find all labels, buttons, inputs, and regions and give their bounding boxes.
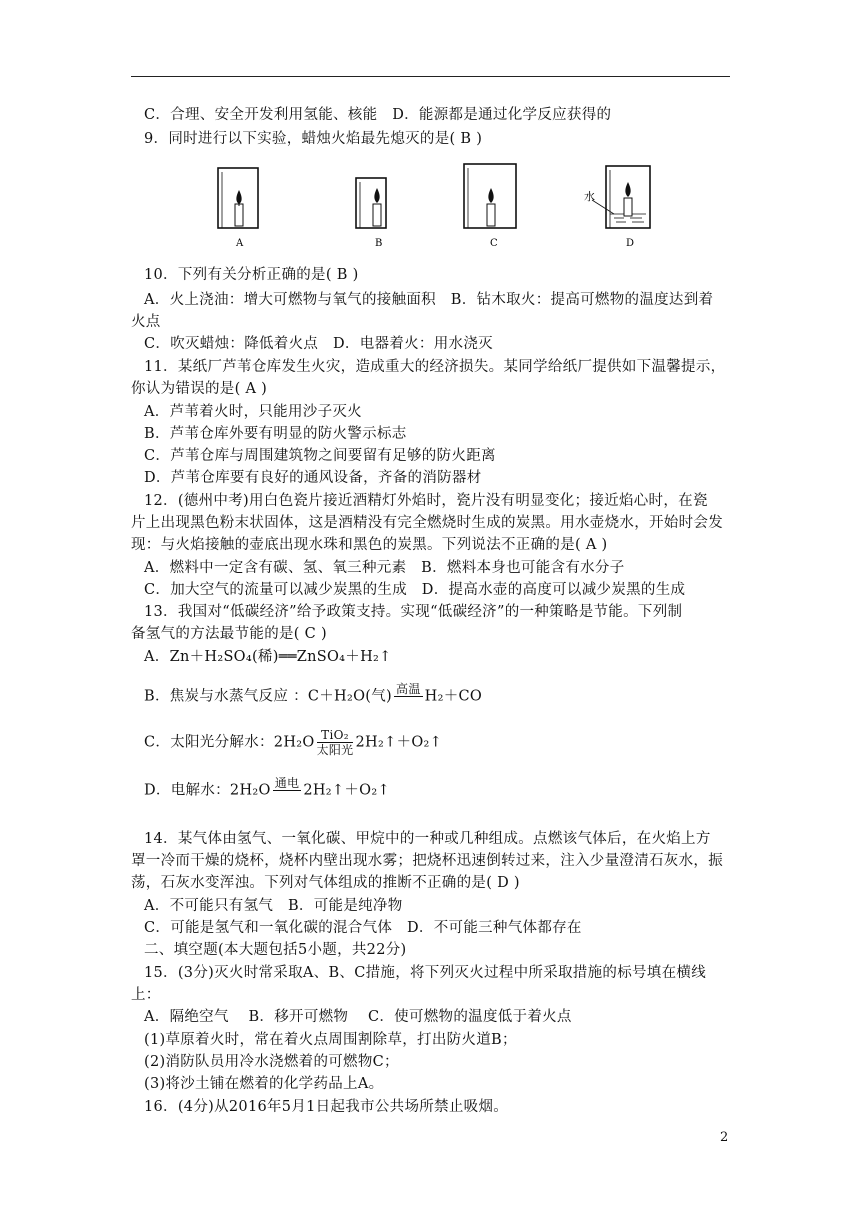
question-15-cont: 上： [131,987,161,1003]
q15-item-1: (1)草原着火时，常在着火点周围割除草，打出防火道B； [144,1032,517,1048]
q13-option-b [144,682,482,711]
q15-item-3: (3)将沙土铺在燃着的化学药品上A。 [144,1076,384,1092]
question-13-cont: 备氢气的方法最节能的是( C ) [131,626,327,642]
q12-options-ab: A．燃料中一定含有碳、氢、氧三种元素 B．燃料本身也可能含有水分子 [144,560,625,576]
q10-options-ab-cont: 火点 [131,314,161,330]
q13d-post: 2H₂↑＋O₂↑ [303,782,390,799]
q13c-pre: C．太阳光分解水：2H₂O [144,734,315,751]
question-11: 11．某纸厂芦苇仓库发生火灾，造成重大的经济损失。某同学给纸厂提供如下温馨提示， [144,359,726,375]
question-14-cont1: 罩一冷而干燥的烧杯，烧杯内壁出现水雾；把烧杯迅速倒转过来，注入少量澄清石灰水，振 [131,853,723,869]
figure-b-small-jar [356,178,386,228]
q13d-condition: 通电 [274,776,300,790]
q11-option-a: A．芦苇着火时，只能用沙子灭火 [144,404,362,420]
question-14-cont2: 荡，石灰水变浑浊。下列对气体组成的推断不正确的是( D ) [131,875,520,891]
question-12-cont2: 现：与火焰接触的壶底出现水珠和黑色的炭黑。下列说法不正确的是( A ) [131,537,608,553]
section-2-heading: 二、填空题(本大题包括5小题，共22分) [144,942,407,958]
q14-options-ab: A．不可能只有氢气 B．可能是纯净物 [144,898,403,914]
q13-option-c [144,728,442,757]
figure-d-beaker-with-water [592,166,650,228]
q13c-catalyst: TiO₂ [317,728,354,743]
figure-d-water-label: 水 [584,190,595,203]
question-10: 10．下列有关分析正确的是( B ) [144,267,359,283]
figure-label-a: A [236,238,244,249]
q13b-condition: 高温 [396,682,421,696]
figure-a-tall-jar [218,168,258,228]
question-9: 9．同时进行以下实验，蜡烛火焰最先熄灭的是( B ) [144,131,483,147]
q13-option-d [144,776,390,805]
q10-options-cd: C．吹灭蜡烛：降低着火点 D．电器着火：用水浇灭 [144,336,493,352]
q15-options: A．隔绝空气 B．移开可燃物 C．使可燃物的温度低于着火点 [144,1009,572,1025]
question-11-cont: 你认为错误的是( A ) [131,381,268,397]
q11-option-b: B．芦苇仓库外要有明显的防火警示标志 [144,426,407,442]
q13c-post: 2H₂↑＋O₂↑ [355,734,443,751]
q8-options-cd: C．合理、安全开发利用氢能、核能 D．能源都是通过化学反应获得的 [144,107,612,123]
q15-item-2: (2)消防队员用冷水浇燃着的可燃物C； [144,1054,399,1070]
q11-option-c: C．芦苇仓库与周围建筑物之间要留有足够的防火距离 [144,448,496,464]
q10-options-ab: A．火上浇油：增大可燃物与氧气的接触面积 B．钻木取火：提高可燃物的温度达到着 [144,292,714,308]
q13c-condition: 太阳光 [316,743,354,757]
question-16: 16．(4分)从2016年5月1日起我市公共场所禁止吸烟。 [144,1099,509,1115]
q13d-pre: D．电解水：2H₂O [144,782,271,799]
q13-option-a: A．Zn＋H₂SO₄(稀)══ZnSO₄＋H₂↑ [144,649,392,665]
question-13: 13．我国对“低碳经济”给予政策支持。实现“低碳经济”的一种策略是节能。下列制 [144,604,683,620]
q14-options-cd: C．可能是氢气和一氧化碳的混合气体 D．不可能三种气体都存在 [144,920,582,936]
question-12-cont1: 片上出现黑色粉末状固体，这是酒精没有完全燃烧时生成的炭黑。用水壶烧水，开始时会发 [131,515,723,531]
figure-label-b: B [375,238,383,249]
header-rule [131,76,730,77]
question-14: 14．某气体由氢气、一氧化碳、甲烷中的一种或几种组成。点燃该气体后，在火焰上方 [144,831,711,847]
q12-options-cd: C．加大空气的流量可以减少炭黑的生成 D．提高水壶的高度可以减少炭黑的生成 [144,582,686,598]
figure-label-c: C [490,238,498,249]
q13b-post: H₂＋CO [424,688,483,705]
q13b-pre: B．焦炭与水蒸气反应 ：C＋H₂O(气) [144,688,393,705]
figure-c-large-beaker [464,164,516,228]
page-number: 2 [720,1130,729,1145]
q11-option-d: D．芦苇仓库要有良好的通风设备，齐备的消防器材 [144,470,482,486]
question-12: 12．(德州中考)用白色瓷片接近酒精灯外焰时，瓷片没有明显变化；接近焰心时，在瓷 [144,493,708,509]
question-15: 15．(3分)灭火时常采取A、B、C措施，将下列灭火过程中所采取措施的标号填在横线 [144,965,707,981]
figure-label-d: D [626,238,635,249]
candle-experiment-figure [200,160,660,260]
